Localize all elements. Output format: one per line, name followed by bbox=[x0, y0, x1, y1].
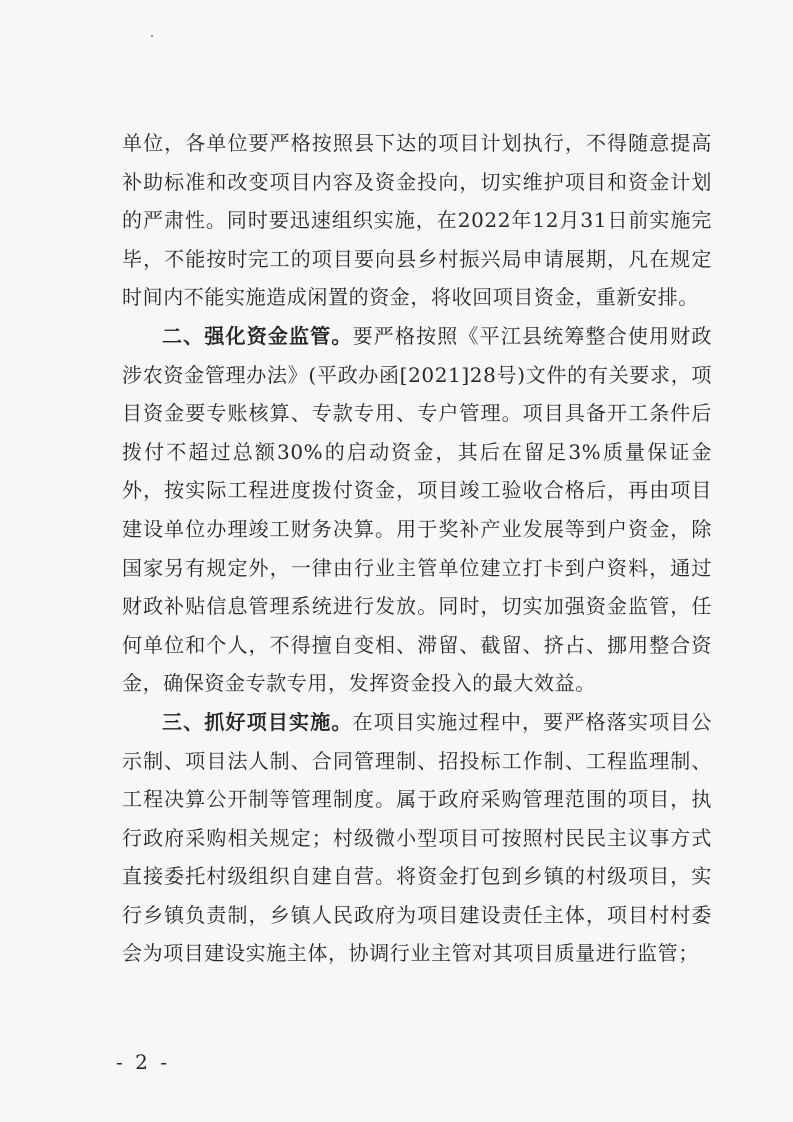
paragraph-2 bbox=[122, 317, 712, 703]
paragraph-1 bbox=[122, 124, 712, 317]
body-text bbox=[122, 124, 712, 973]
paragraph-3 bbox=[122, 703, 712, 973]
paragraph-3-text: 在项目实施过程中，要严格落实项目公示制、项目法人制、合同管理制、招投标工作制、工程监理制、工程决算公开制等管理制度。属于政府采购管理范围的项目，执行政府采购相关规定；村级微小型项目可按照村民民主议事方式直接委托村级组织自建自营。将资金打包到乡镇的村级项目，实行乡镇负责制，乡镇人民政府为项目建设责任主体，项目村村委会为项目建设实施主体，协调行业主管对其项目质量进行监管； bbox=[122, 709, 713, 966]
page-number: - 2 - bbox=[116, 1050, 170, 1074]
section-heading-2: 二、强化资金监管。 bbox=[162, 323, 353, 348]
paragraph-1-text: 单位，各单位要严格按照县下达的项目计划执行，不得随意提高补助标准和改变项目内容及资金投向，切实维护项目和资金计划的严肃性。同时要迅速组织实施，在2022年12月31日前实施完毕，不能按时完工的项目要向县乡村振兴局申请展期，凡在规定时间内不能实施造成闲置的资金，将收回项目资金，重新安排。 bbox=[122, 131, 712, 310]
scan-speck bbox=[151, 35, 153, 37]
paragraph-2-text: 要严格按照《平江县统筹整合使用财政涉农资金管理办法》(平政办函[2021]28号)文件的有关要求，项目资金要专账核算、专款专用、专户管理。项目具备开工条件后拨付不超过总额30%的启动资金，其后在留足3%质量保证金外，按实际工程进度拨付资金，项目竣工验收合格后，再由项目建设单位办理竣工财务决算。用于奖补产业发展等到户资金，除国家另有规定外，一律由行业主管单位建立打卡到户资料，通过财政补贴信息管理系统进行发放。同时，切实加强资金监管，任何单位和个人，不得擅自变相、滞留、截留、挤占、挪用整合资金，确保资金专款专用，发挥资金投入的最大效益。 bbox=[122, 323, 713, 696]
section-heading-3: 三、抓好项目实施。 bbox=[162, 709, 353, 734]
